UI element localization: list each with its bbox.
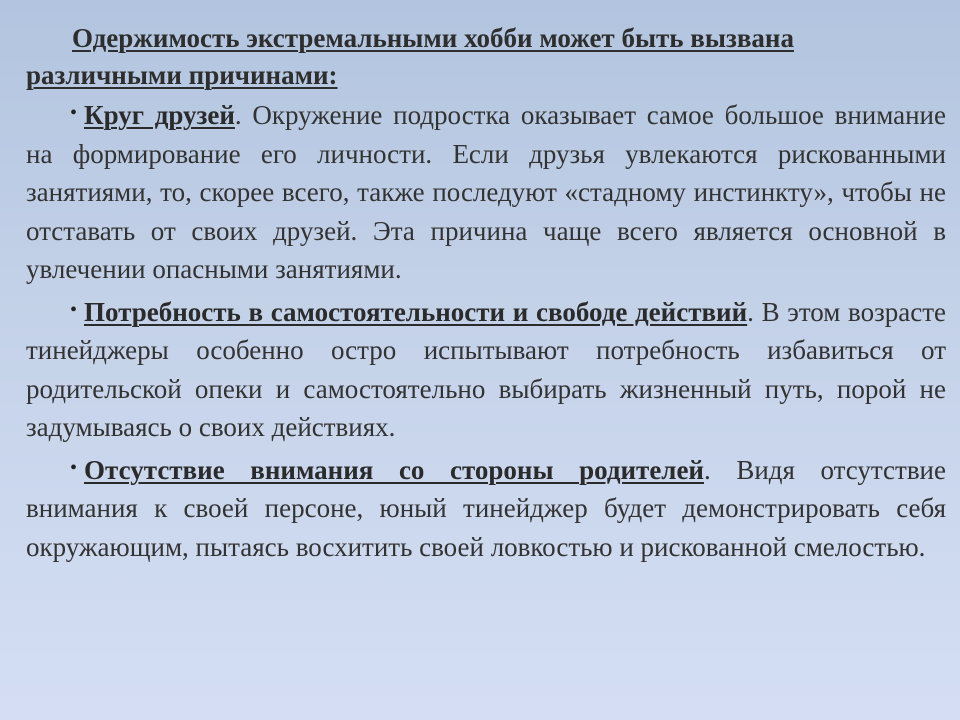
bullet-text: . Видя отсутствие внимания к своей персоне, юный тинейджер будет демонстрировать себя окружающим, пытаясь восхитить своей ловкостью и рискованной смелостью. <box>26 454 946 562</box>
bullet-icon: • <box>70 102 78 124</box>
bullet-icon: • <box>70 298 78 321</box>
bullet-text: . Окружение подростка оказывает самое большое внимание на формирование его личности. Если друзья увлекаются рискованными занятиями, то, скорее всего, также последуют «стадному инстинкту», чтобы не отставать от своих друзей. Эта причина чаще всего является основной в увлечении опасными занятиями. <box>26 100 946 284</box>
bullet-term: Отсутствие внимания со стороны родителей <box>84 454 704 485</box>
bullet-text: . В этом возрасте тинейджеры особенно остро испытывают потребность избавиться от родительской опеки и самостоятельно выбирать жизненный путь, порой не задумываясь о своих действиях. <box>26 296 947 442</box>
bullet-icon: • <box>70 456 78 479</box>
bullet-term: Круг друзей <box>84 100 235 130</box>
slide-content <box>26 20 946 566</box>
bullet-item-parental-attention <box>26 451 946 567</box>
bullet-item-independence <box>26 293 946 447</box>
heading-line-2: различными причинами: <box>26 60 338 90</box>
slide-heading <box>26 20 946 94</box>
bullet-item-friends <box>26 96 946 289</box>
heading-line-1: Одержимость экстремальными хобби может быть вызвана <box>72 23 794 53</box>
bullet-term: Потребность в самостоятельности и свободе действий <box>84 296 748 327</box>
